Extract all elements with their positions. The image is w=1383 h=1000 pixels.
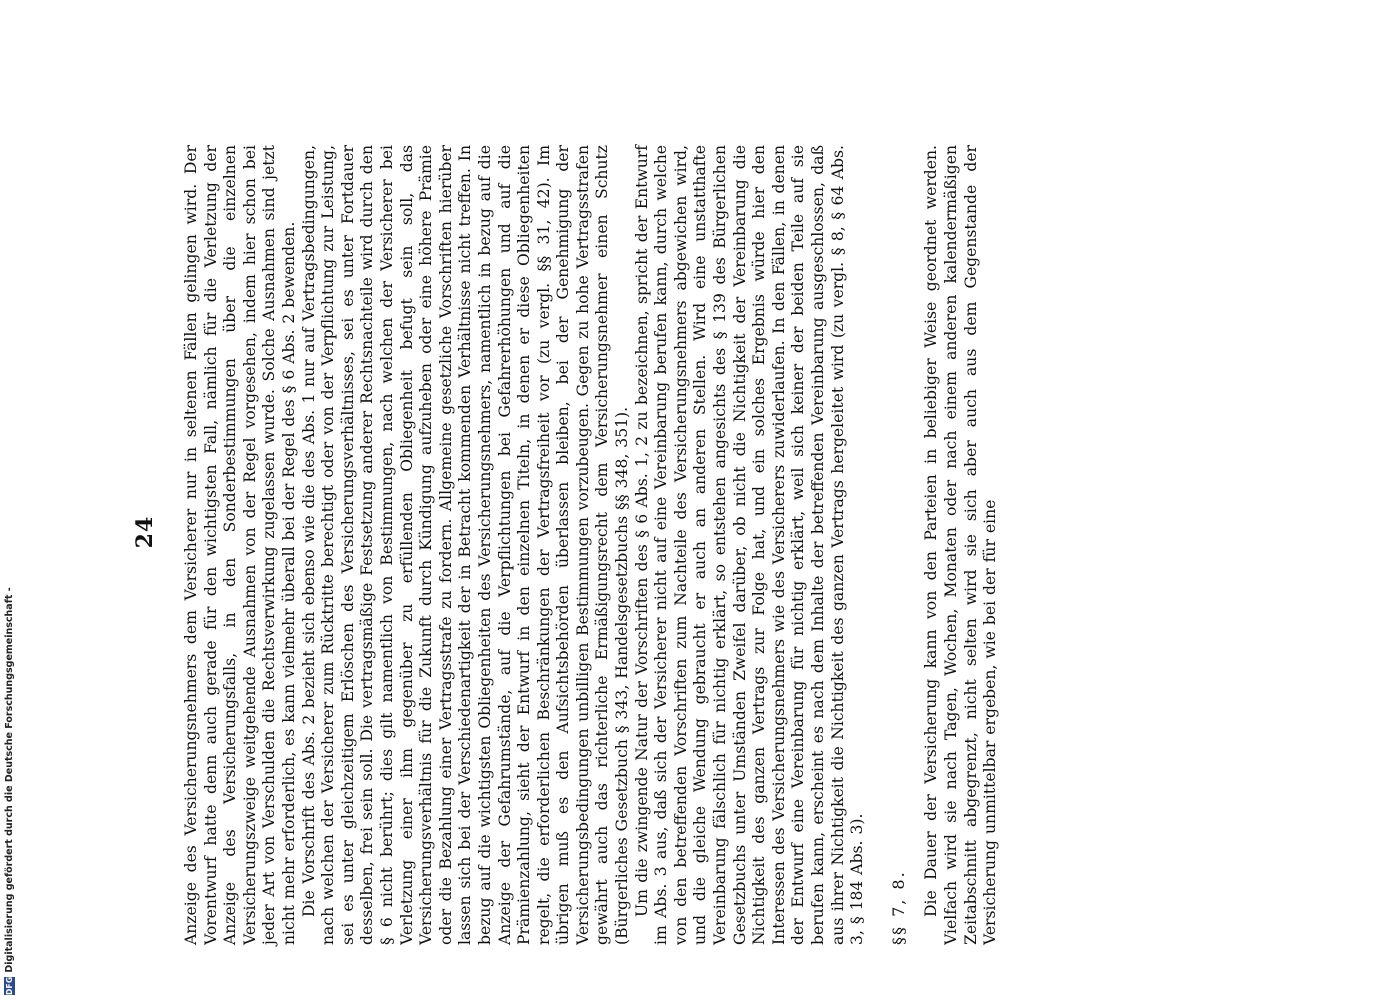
rotated-page-content	[132, 145, 1252, 945]
paragraph: Um die zwingende Natur der Vorschriften des § 6 Abs. 1, 2 zu bezeichnen, spricht der Entwurf im Abs. 3 aus, daß sich der Versicherer nicht auf eine Vereinbarung berufen kann, durch welche von den betreffenden Vorschriften zum Nachteile des Versicherungsnehmers abgewichen wird, und die gleiche Wendung gebraucht er auch an anderen Stellen. Wird eine unstatthafte Vereinbarung fälschlich für nichtig erklärt, so entstehen angesichts des § 139 des Bürgerlichen Gesetzbuchs unter Umständen Zweifel darüber, ob nicht die Nichtigkeit der Vereinbarung die Nichtigkeit des ganzen Vertrags zur Folge hat, und ein solches Ergebnis würde hier den Interessen des Versicherungsnehmers wie des Versicherers zuwiderlaufen. In den Fällen, in denen der Entwurf eine Vereinbarung für nichtig erklärt, weil sich keiner der beiden Teile auf sie berufen kann, erscheint es nach dem Inhalte der betreffenden Vereinbarung ausgeschlossen, daß aus ihrer Nichtigkeit die Nichtigkeit des ganzen Vertrags hergeleitet wird (zu vergl. § 8, § 64 Abs. 3, § 184 Abs. 3).	[632, 145, 867, 945]
paragraph: Anzeige des Versicherungsnehmers dem Versicherer nur in seltenen Fällen gelingen wird. Der Vorentwurf hatte denn auch gerade für den wichtigsten Fall, nämlich für die Verletzung der Anzeige des Versicherungsfalls, in den Sonderbestimmungen über die einzelnen Versicherungszweige weitgehende Ausnahmen von der Regel vorgesehen, indem hier schon bei jeder Art von Verschulden die Rechtsverwirkung zugelassen wurde. Solche Ausnahmen sind jetzt nicht mehr erforderlich, es kann vielmehr überall bei der Regel des § 6 Abs. 2 bewenden.	[182, 145, 298, 945]
body-text	[182, 145, 1001, 945]
page-number: 24	[132, 515, 158, 549]
paragraph: Die Dauer der Versicherung kann von den Parteien in beliebiger Weise geordnet werden. Vielfach wird sie nach Tagen, Wochen, Monaten oder nach einem anderen kalendermäßigen Zeitabschnitt abgegrenzt, nicht selten wird sie sich aber auch aus dem Gegenstande der Versicherung unmittelbar ergeben, wie bei der für eine	[922, 145, 1000, 945]
digitization-credit	[2, 587, 16, 995]
digitization-credit-text: Digitalisierung gefördert durch die Deutsche Forschungsgemeinschaft -	[3, 587, 15, 973]
digitization-credit-sidebar	[0, 0, 18, 1000]
section-heading: §§ 7, 8.	[888, 870, 908, 945]
dfg-logo-icon: DFG	[4, 976, 14, 995]
paragraph: Die Vorschrift des Abs. 2 bezieht sich ebenso wie die des Abs. 1 nur auf Vertragsbedingungen, nach welchen der Versicherer zum Rücktritte berechtigt oder von der Verpflichtung zur Leistung, sei es unter gleichzeitigem Erlöschen des Versicherungsverhältnisses, sei es unter Fortdauer desselben, frei sein soll. Die vertragsmäßige Festsetzung anderer Rechtsnachteile wird durch den § 6 nicht berührt; dies gilt namentlich von Bestimmungen, nach welchen der Versicherer bei Verletzung einer ihm gegenüber zu erfüllenden Obliegenheit befugt sein soll, das Versicherungsverhältnis für die Zukunft durch Kündigung aufzuheben oder eine höhere Prämie oder die Bezahlung einer Vertragsstrafe zu fordern. Allgemeine gesetzliche Vorschriften hierüber lassen sich bei der Verschiedenartigkeit der in Betracht kommenden Verhältnisse nicht treffen. In bezug auf die wichtigsten Obliegenheiten des Versicherungsnehmers, namentlich in bezug auf die Anzeige der Gefahrumstände, auf die Verpflichtungen bei Gefahrerhöhungen und auf die Prämienzahlung, sieht der Entwurf in den einzelnen Titeln, in denen er diese Obliegenheiten regelt, die erforderlichen Beschränkungen der Vertragsfreiheit vor (zu vergl. §§ 31, 42). Im übrigen muß es den Aufsichtsbehörden überlassen bleiben, bei der Genehmigung der Versicherungsbedingungen unbilligen Bestimmungen vorzubeugen. Gegen zu hohe Vertragsstrafen gewährt auch das richterliche Ermäßigungsrecht dem Versicherungsnehmer einen Schutz (Bürgerliches Gesetzbuch § 343, Handelsgesetzbuchs §§ 348, 351).	[299, 145, 632, 945]
